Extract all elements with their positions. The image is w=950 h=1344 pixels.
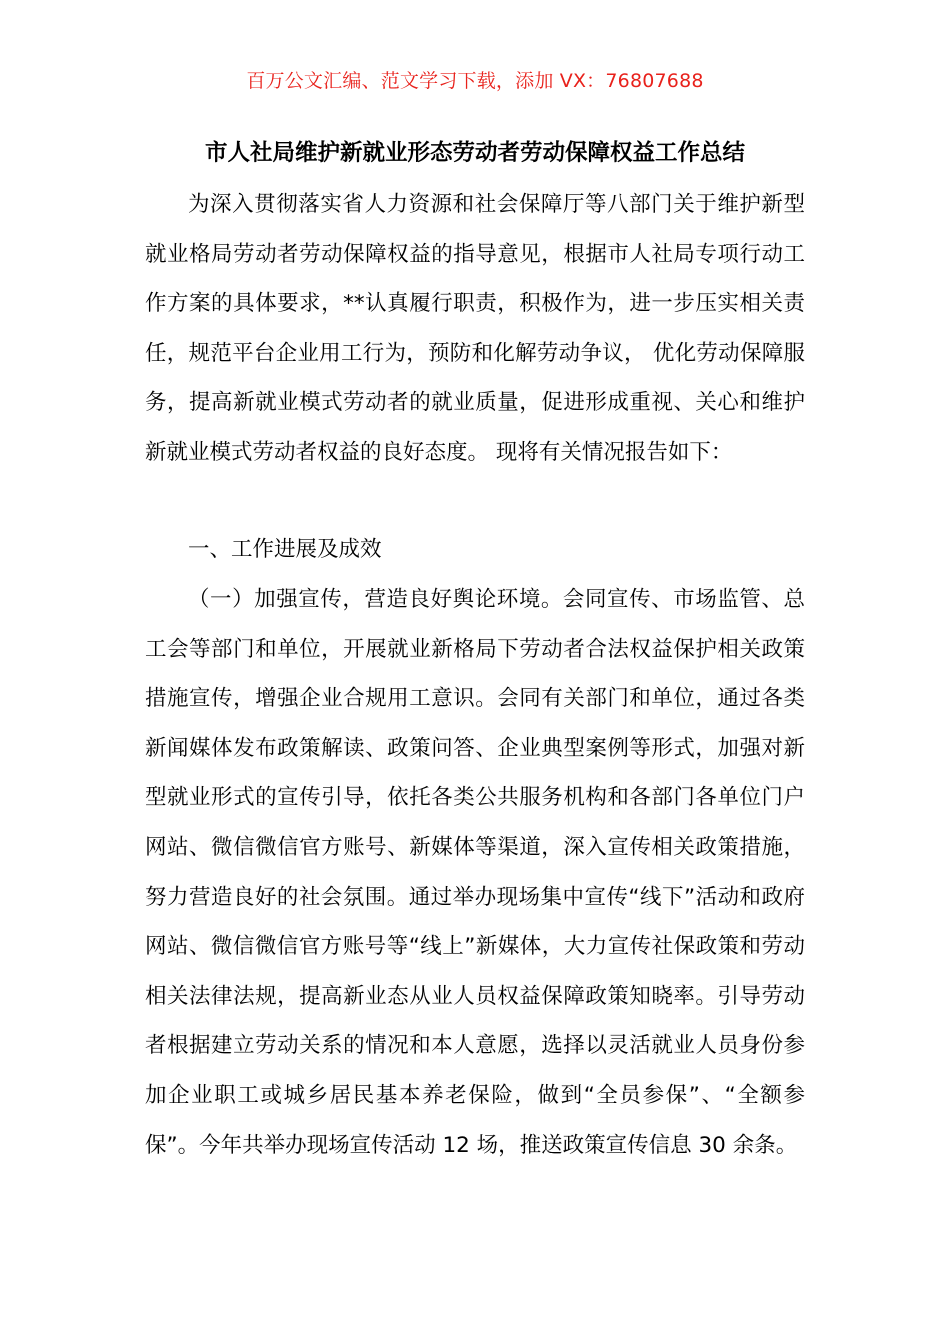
paragraph-publicity-text: （一）加强宣传，营造良好舆论环境。会同宣传、市场监管、总工会等部门和单位，开展就业新格局下劳动者合法权益保护相关政策措施宣传，增强企业合规用工意识。会同有关部门和单位，通过各类新闻媒体发布政策解读、政策问答、企业典型案例等形式，加强对新型就业形式的宣传引导，依托各类公共服务机构和各部门各单位门户网站、微信微信官方账号、新媒体等渠道，深入宣传相关政策措施，努力营造良好的社会氛围。通过举办现场集中宣传“线下”活动和政府网站、微信微信官方账号等“线上”新媒体，大力宣传社保政策和劳动相关法律法规，提高新业态从业人员权益保障政策知晓率。引导劳动者根据建立劳动关系的情况和本人意愿，选择以灵活就业人员身份参加企业职工或城乡居民基本养老保险，做到“全员参保”、“全额参保”。今年共举办现场宣传活动 12 场，推送政策宣传信息 30 余条。 xyxy=(145,587,805,1158)
paragraph-intro xyxy=(145,180,805,478)
paragraph-intro-text: 为深入贯彻落实省人力资源和社会保障厅等八部门关于维护新型就业格局劳动者劳动保障权益的指导意见，根据市人社局专项行动工作方案的具体要求，**认真履行职责，积极作为，进一步压实相关责任，规范平台企业用工行为，预防和化解劳动争议， 优化劳动保障服务，提高新就业模式劳动者的就业质量，促进形成重视、关心和维护新就业模式劳动者权益的良好态度。 现将有关情况报告如下： xyxy=(145,192,805,465)
section-heading xyxy=(145,525,805,575)
document-title: 市人社局维护新就业形态劳动者劳动保障权益工作总结 xyxy=(204,140,745,166)
watermark-header: 百万公文汇编、范文学习下载，添加 VX：76807688 xyxy=(246,70,704,92)
section-heading-text: 一、工作进展及成效 xyxy=(188,537,382,562)
paragraph-publicity xyxy=(145,575,805,1170)
